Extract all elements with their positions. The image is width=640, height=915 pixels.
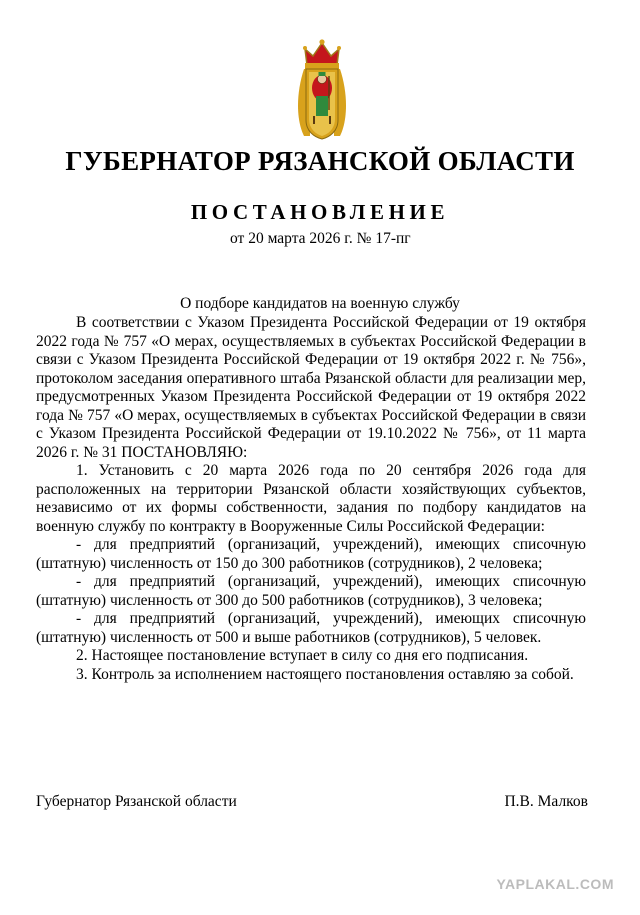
governor-title: ГУБЕРНАТОР РЯЗАНСКОЙ ОБЛАСТИ	[65, 146, 575, 176]
document-subject: О подборе кандидатов на военную службу	[180, 295, 460, 312]
signatory-name: П.В. Малков	[504, 793, 588, 810]
document-type: ПОСТАНОВЛЕНИЕ	[190, 200, 450, 224]
item-2-paragraph: 2. Настоящее постановление вступает в силу со дня его подписания.	[76, 647, 529, 664]
ryazan-coat-of-arms-icon	[290, 38, 354, 143]
item-1a-paragraph: - для предприятий (организаций, учреждений), имеющих списочную (штатную) численность от 150 до 300 работников (сотрудников), 2 человека;	[36, 536, 586, 572]
item-3-paragraph: 3. Контроль за исполнением настоящего постановления оставляю за собой.	[76, 665, 574, 683]
item-1-paragraph: 1. Установить с 20 марта 2026 года по 20 сентября 2026 года для расположенных на территории Рязанской области хозяйствующих субъектов, независимо от их формы собственности, задания по подбору кандидатов на военную службу по контракту в Вооруженные Силы Российской Федерации:	[36, 462, 586, 535]
preamble-paragraph: В соответствии с Указом Президента Российской Федерации от 19 октября 2022 года № 757 «О мерах, осуществляемых в субъектах Российской Федерации в связи с Указом Президента Российской Федерации от 19 октября 2022 г. № 756», протоколом заседания оперативного штаба Рязанской области для реализации мер, предусмотренных Указом Президента Российской Федерации от 19 октября 2022 года № 757 «О мерах, осуществляемых в субъектах Российской Федерации в связи с Указом Президента Российской Федерации от 19.10.2022 № 756», от 11 марта 2026 г. № 31 ПОСТАНОВЛЯЮ:	[36, 314, 586, 461]
document-date-number: от 20 марта 2026 г. № 17-пг	[230, 230, 411, 247]
site-watermark: YAPLAKAL.COM	[496, 876, 614, 892]
item-1c-paragraph: - для предприятий (организаций, учреждений), имеющих списочную (штатную) численность от 500 и выше работников (сотрудников), 5 человек.	[36, 610, 586, 646]
document-body	[36, 314, 586, 684]
item-1b-paragraph: - для предприятий (организаций, учреждений), имеющих списочную (штатную) численность от 300 до 500 работников (сотрудников), 3 человека;	[36, 573, 586, 609]
signatory-role: Губернатор Рязанской области	[36, 793, 237, 810]
